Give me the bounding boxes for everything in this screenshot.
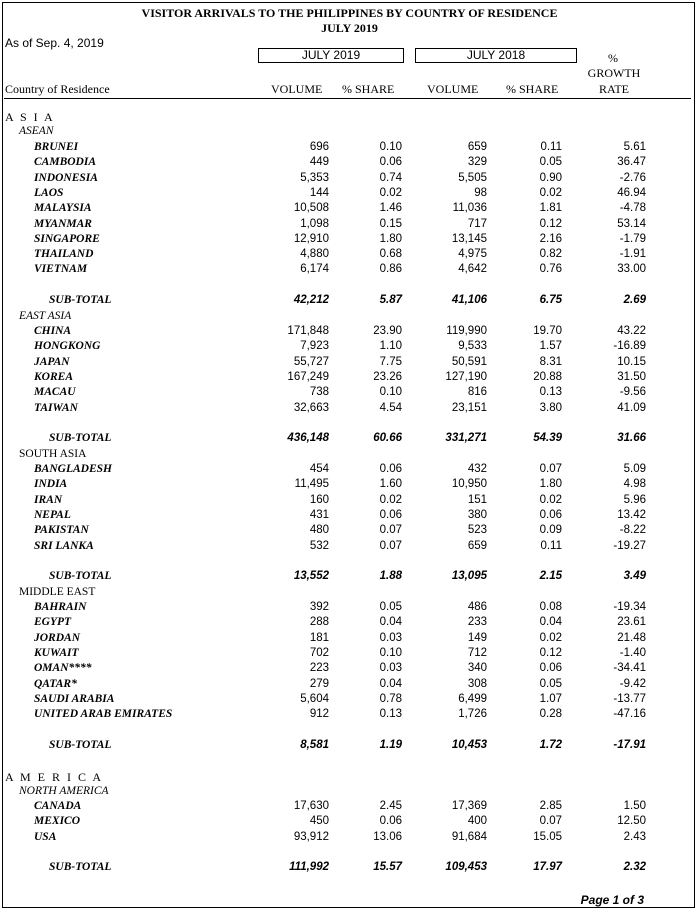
- table-row: [0, 494, 699, 509]
- country-name: UNITED ARAB EMIRATES: [34, 708, 173, 720]
- share-2019: 0.10: [379, 386, 402, 398]
- volume-2018: 816: [467, 386, 487, 398]
- table-row: [0, 616, 699, 631]
- country-name: SUB-TOTAL: [49, 739, 112, 751]
- group-south-asia: SOUTH ASIA: [19, 448, 87, 460]
- country-name: CANADA: [34, 800, 82, 812]
- share-2019: 2.45: [379, 800, 402, 812]
- share-2018: 2.15: [539, 570, 562, 582]
- volume-2018: 432: [467, 463, 487, 475]
- share-2018: 0.05: [539, 156, 562, 168]
- share-2019: 0.10: [379, 141, 402, 153]
- growth-rate: 5.09: [623, 463, 646, 475]
- volume-2019: 7,923: [300, 340, 329, 352]
- volume-2019: 449: [309, 156, 329, 168]
- volume-2019: 392: [309, 601, 329, 613]
- share-2019: 0.06: [379, 156, 402, 168]
- share-2018: 0.90: [539, 172, 562, 184]
- volume-2019: 454: [309, 463, 329, 475]
- growth-rate: 2.32: [623, 861, 646, 873]
- header-divider: [4, 98, 691, 99]
- volume-2019: 532: [309, 540, 329, 552]
- share-2019: 7.75: [379, 356, 402, 368]
- volume-2019: 4,880: [300, 248, 329, 260]
- share-2018: 0.02: [539, 494, 562, 506]
- share-2019: 23.26: [373, 371, 402, 383]
- share-2019: 4.54: [379, 402, 402, 414]
- growth-rate: 21.48: [617, 632, 646, 644]
- volume-2019: 223: [309, 662, 329, 674]
- volume-2018: 119,990: [446, 325, 487, 337]
- share-2019: 1.46: [379, 202, 402, 214]
- volume-2018: 308: [467, 678, 487, 690]
- share-2019: 0.86: [379, 263, 402, 275]
- share-2019: 5.87: [379, 294, 402, 306]
- volume-2019: 702: [309, 647, 329, 659]
- growth-rate: -17.91: [613, 739, 646, 751]
- table-row: [0, 800, 699, 815]
- volume-2019: 5,604: [300, 693, 329, 705]
- growth-rate: -19.27: [613, 540, 646, 552]
- table-row: [0, 402, 699, 417]
- country-name: BANGLADESH: [34, 463, 112, 475]
- share-2019: 23.90: [373, 325, 402, 337]
- volume-2018: 9,533: [458, 340, 487, 352]
- table-row: [0, 202, 699, 217]
- share-2018: 2.85: [539, 800, 562, 812]
- share-2018: 0.06: [539, 509, 562, 521]
- table-row: [0, 218, 699, 233]
- country-name: INDONESIA: [34, 172, 98, 184]
- volume-2018: 1,726: [458, 708, 487, 720]
- table-row: [0, 540, 699, 555]
- table-row: [0, 509, 699, 524]
- country-name: LAOS: [34, 187, 64, 199]
- share-2019: 0.07: [379, 540, 402, 552]
- volume-2018: 23,151: [451, 402, 487, 414]
- volume-2018: 233: [467, 616, 487, 628]
- share-2018: 0.11: [540, 540, 562, 552]
- growth-rate: -9.42: [619, 678, 646, 690]
- table-row: [0, 156, 699, 171]
- share-2018: 0.05: [539, 678, 562, 690]
- share-2018: 3.80: [539, 402, 562, 414]
- growth-rate: -2.76: [619, 172, 646, 184]
- growth-rate: 33.00: [617, 263, 646, 275]
- table-row: [0, 693, 699, 708]
- country-name: SAUDI ARABIA: [34, 693, 115, 705]
- growth-rate: 36.47: [617, 156, 646, 168]
- country-name: KOREA: [34, 371, 73, 383]
- share-2018: 8.31: [539, 356, 562, 368]
- table-row: [0, 263, 699, 278]
- country-name: EGYPT: [34, 616, 72, 628]
- volume-2018: 4,975: [458, 248, 487, 260]
- country-name: OMAN****: [34, 662, 92, 674]
- volume-2018: 50,591: [451, 356, 487, 368]
- growth-rate: 10.15: [617, 356, 646, 368]
- country-name: JORDAN: [34, 632, 81, 644]
- volume-2019: 32,663: [293, 402, 329, 414]
- table-row: [0, 187, 699, 202]
- share-2019: 1.19: [379, 739, 402, 751]
- share-2018: 0.12: [539, 647, 562, 659]
- share-2018: 0.12: [539, 218, 562, 230]
- country-name: SUB-TOTAL: [49, 294, 112, 306]
- page-number: Page 1 of 3: [580, 893, 644, 907]
- growth-rate: 31.50: [617, 371, 646, 383]
- report-subtitle: JULY 2019: [321, 21, 378, 35]
- volume-2018: 486: [467, 601, 487, 613]
- col-share-2018-header: % SHARE: [506, 82, 559, 96]
- volume-2019: 10,508: [293, 202, 329, 214]
- volume-2019: 17,630: [293, 800, 329, 812]
- share-2019: 0.07: [379, 524, 402, 536]
- country-name: MALAYSIA: [34, 202, 92, 214]
- country-name: SUB-TOTAL: [49, 432, 112, 444]
- country-name: KUWAIT: [34, 647, 79, 659]
- growth-rate: -47.16: [613, 708, 646, 720]
- volume-2019: 160: [309, 494, 329, 506]
- report-title: VISITOR ARRIVALS TO THE PHILIPPINES BY COUNTRY OF RESIDENCE: [141, 6, 558, 20]
- volume-2018: 329: [467, 156, 487, 168]
- table-row: [0, 662, 699, 677]
- growth-label: GROWTH: [587, 66, 641, 80]
- share-2018: 17.97: [533, 861, 562, 873]
- country-name: SINGAPORE: [34, 233, 100, 245]
- country-name: THAILAND: [34, 248, 94, 260]
- growth-rate: -16.89: [613, 340, 646, 352]
- volume-2019: 11,495: [294, 478, 329, 490]
- country-name: QATAR*: [34, 678, 77, 690]
- table-row: [0, 141, 699, 156]
- group-north-america: NORTH AMERICA: [19, 785, 109, 797]
- volume-2018: 11,036: [452, 202, 487, 214]
- country-name: INDIA: [34, 478, 68, 490]
- share-2018: 1.72: [539, 739, 562, 751]
- share-2018: 54.39: [533, 432, 562, 444]
- volume-2018: 151: [467, 494, 487, 506]
- share-2019: 1.10: [379, 340, 402, 352]
- share-2018: 15.05: [533, 831, 562, 843]
- share-2019: 0.03: [379, 662, 402, 674]
- growth-rate: -8.22: [619, 524, 646, 536]
- country-name: CHINA: [34, 325, 72, 337]
- volume-2019: 144: [309, 187, 329, 199]
- volume-2018: 659: [467, 540, 487, 552]
- volume-2019: 111,992: [289, 861, 329, 873]
- share-2018: 0.28: [539, 708, 562, 720]
- volume-2019: 696: [309, 141, 329, 153]
- share-2019: 0.02: [379, 494, 402, 506]
- table-row: [0, 340, 699, 355]
- table-row: [0, 831, 699, 846]
- share-2018: 0.13: [539, 386, 562, 398]
- country-name: MACAU: [34, 386, 76, 398]
- volume-2019: 738: [309, 386, 329, 398]
- volume-2018: 13,145: [451, 233, 487, 245]
- share-2018: 0.76: [539, 263, 562, 275]
- col-growth-rate-header: RATE: [599, 82, 629, 96]
- share-2018: 0.07: [539, 815, 562, 827]
- volume-2018: 109,453: [445, 861, 487, 873]
- share-2019: 60.66: [373, 432, 402, 444]
- volume-2018: 17,369: [451, 800, 487, 812]
- table-row: [0, 233, 699, 248]
- volume-2018: 400: [467, 815, 487, 827]
- volume-2019: 6,174: [300, 263, 329, 275]
- growth-rate: 41.09: [617, 402, 646, 414]
- growth-rate: -9.56: [619, 386, 646, 398]
- report-page: [2, 2, 695, 908]
- growth-rate: 43.22: [617, 325, 646, 337]
- share-2018: 0.08: [539, 601, 562, 613]
- group-asean: ASEAN: [19, 125, 54, 137]
- share-2018: 0.04: [539, 616, 562, 628]
- volume-2019: 480: [309, 524, 329, 536]
- country-name: SUB-TOTAL: [49, 570, 112, 582]
- share-2019: 0.10: [379, 647, 402, 659]
- volume-2018: 41,106: [451, 294, 487, 306]
- share-2018: 0.09: [539, 524, 562, 536]
- volume-2019: 13,552: [293, 570, 329, 582]
- period-box-2018: JULY 2018: [415, 48, 577, 63]
- volume-2019: 8,581: [300, 739, 329, 751]
- growth-rate: 1.50: [623, 800, 646, 812]
- share-2019: 0.06: [379, 509, 402, 521]
- share-2019: 0.03: [379, 632, 402, 644]
- volume-2018: 91,684: [451, 831, 487, 843]
- subtotal-row: [0, 739, 699, 754]
- share-2019: 0.05: [379, 601, 402, 613]
- volume-2019: 912: [309, 708, 329, 720]
- growth-rate: 5.61: [623, 141, 646, 153]
- volume-2018: 523: [467, 524, 487, 536]
- volume-2019: 12,910: [293, 233, 329, 245]
- table-row: [0, 601, 699, 616]
- country-name: CAMBODIA: [34, 156, 96, 168]
- volume-2018: 659: [467, 141, 487, 153]
- country-name: SUB-TOTAL: [49, 861, 112, 873]
- share-2019: 0.06: [379, 463, 402, 475]
- growth-rate: -34.41: [613, 662, 646, 674]
- table-row: [0, 386, 699, 401]
- share-2018: 2.16: [539, 233, 562, 245]
- growth-rate: -1.40: [619, 647, 646, 659]
- growth-rate: -4.78: [619, 202, 646, 214]
- volume-2018: 340: [467, 662, 487, 674]
- share-2019: 0.02: [379, 187, 402, 199]
- share-2018: 20.88: [533, 371, 562, 383]
- volume-2018: 331,271: [445, 432, 487, 444]
- share-2018: 1.07: [539, 693, 562, 705]
- share-2018: 19.70: [533, 325, 562, 337]
- country-name: SRI LANKA: [34, 540, 94, 552]
- table-row: [0, 815, 699, 830]
- country-name: VIETNAM: [34, 263, 88, 275]
- share-2018: 1.57: [539, 340, 562, 352]
- group-east-asia: EAST ASIA: [19, 310, 72, 322]
- share-2018: 0.07: [539, 463, 562, 475]
- share-2018: 0.82: [539, 248, 562, 260]
- growth-rate: 23.61: [617, 616, 646, 628]
- col-country-header: Country of Residence: [5, 82, 110, 96]
- country-name: IRAN: [34, 494, 63, 506]
- share-2019: 0.04: [379, 616, 402, 628]
- share-2018: 0.06: [539, 662, 562, 674]
- share-2018: 1.81: [539, 202, 562, 214]
- volume-2018: 712: [467, 647, 487, 659]
- table-row: [0, 371, 699, 386]
- table-row: [0, 678, 699, 693]
- table-row: [0, 524, 699, 539]
- as-of-date: As of Sep. 4, 2019: [5, 36, 104, 50]
- subtotal-row: [0, 861, 699, 876]
- period-box-2019: JULY 2019: [258, 48, 404, 63]
- col-volume-2019-header: VOLUME: [271, 82, 323, 96]
- growth-rate: 2.69: [623, 294, 646, 306]
- volume-2018: 6,499: [458, 693, 487, 705]
- growth-percent-symbol: %: [608, 51, 618, 65]
- share-2018: 1.80: [539, 478, 562, 490]
- country-name: MEXICO: [34, 815, 81, 827]
- country-name: MYANMAR: [34, 218, 92, 230]
- volume-2018: 10,950: [451, 478, 487, 490]
- share-2019: 0.13: [379, 708, 402, 720]
- country-name: BRUNEI: [34, 141, 79, 153]
- share-2019: 0.06: [379, 815, 402, 827]
- share-2018: 6.75: [539, 294, 562, 306]
- volume-2018: 13,095: [451, 570, 487, 582]
- volume-2018: 5,505: [458, 172, 487, 184]
- table-row: [0, 325, 699, 340]
- group-middle-east: MIDDLE EAST: [19, 586, 96, 598]
- country-name: TAIWAN: [34, 402, 78, 414]
- country-name: HONGKONG: [34, 340, 101, 352]
- share-2018: 0.02: [539, 187, 562, 199]
- volume-2019: 42,212: [293, 294, 329, 306]
- volume-2018: 98: [474, 187, 487, 199]
- share-2019: 0.78: [379, 693, 402, 705]
- volume-2019: 5,353: [300, 172, 329, 184]
- volume-2019: 279: [309, 678, 329, 690]
- subtotal-row: [0, 570, 699, 585]
- growth-rate: -13.77: [613, 693, 646, 705]
- share-2019: 0.04: [379, 678, 402, 690]
- volume-2019: 288: [309, 616, 329, 628]
- share-2019: 1.88: [379, 570, 402, 582]
- col-volume-2018-header: VOLUME: [427, 82, 479, 96]
- volume-2019: 450: [309, 815, 329, 827]
- volume-2019: 436,148: [287, 432, 329, 444]
- volume-2018: 10,453: [451, 739, 487, 751]
- region-asia: A S I A: [5, 110, 55, 124]
- table-row: [0, 172, 699, 187]
- share-2019: 0.68: [379, 248, 402, 260]
- growth-rate: 31.66: [617, 432, 646, 444]
- volume-2018: 380: [467, 509, 487, 521]
- table-row: [0, 248, 699, 263]
- share-2019: 0.74: [379, 172, 402, 184]
- table-row: [0, 356, 699, 371]
- growth-rate: -1.91: [619, 248, 646, 260]
- country-name: JAPAN: [34, 356, 70, 368]
- subtotal-row: [0, 294, 699, 309]
- growth-rate: 13.42: [617, 509, 646, 521]
- volume-2019: 167,249: [287, 371, 329, 383]
- table-row: [0, 708, 699, 723]
- volume-2019: 431: [309, 509, 329, 521]
- share-2019: 0.15: [379, 218, 402, 230]
- table-row: [0, 478, 699, 493]
- growth-rate: 3.49: [623, 570, 646, 582]
- table-row: [0, 647, 699, 662]
- volume-2018: 4,642: [458, 263, 487, 275]
- volume-2019: 171,848: [287, 325, 329, 337]
- share-2019: 1.60: [379, 478, 402, 490]
- share-2018: 0.02: [539, 632, 562, 644]
- table-row: [0, 632, 699, 647]
- col-share-2019-header: % SHARE: [342, 82, 395, 96]
- growth-rate: -1.79: [619, 233, 646, 245]
- volume-2019: 181: [309, 632, 329, 644]
- volume-2018: 717: [467, 218, 487, 230]
- growth-rate: 5.96: [623, 494, 646, 506]
- country-name: USA: [34, 831, 57, 843]
- volume-2018: 127,190: [445, 371, 487, 383]
- growth-rate: 46.94: [617, 187, 646, 199]
- subtotal-row: [0, 432, 699, 447]
- volume-2019: 93,912: [293, 831, 329, 843]
- volume-2019: 1,098: [300, 218, 329, 230]
- volume-2019: 55,727: [293, 356, 329, 368]
- country-name: NEPAL: [34, 509, 71, 521]
- growth-rate: 53.14: [617, 218, 646, 230]
- growth-rate: 12.50: [617, 815, 646, 827]
- growth-rate: -19.34: [613, 601, 646, 613]
- table-row: [0, 463, 699, 478]
- country-name: BAHRAIN: [34, 601, 87, 613]
- growth-rate: 4.98: [623, 478, 646, 490]
- share-2018: 0.11: [540, 141, 562, 153]
- growth-rate: 2.43: [623, 831, 646, 843]
- volume-2018: 149: [467, 632, 487, 644]
- share-2019: 13.06: [373, 831, 402, 843]
- share-2019: 1.80: [379, 233, 402, 245]
- country-name: PAKISTAN: [34, 524, 89, 536]
- share-2019: 15.57: [373, 861, 402, 873]
- region-america: A M E R I C A: [5, 770, 104, 784]
